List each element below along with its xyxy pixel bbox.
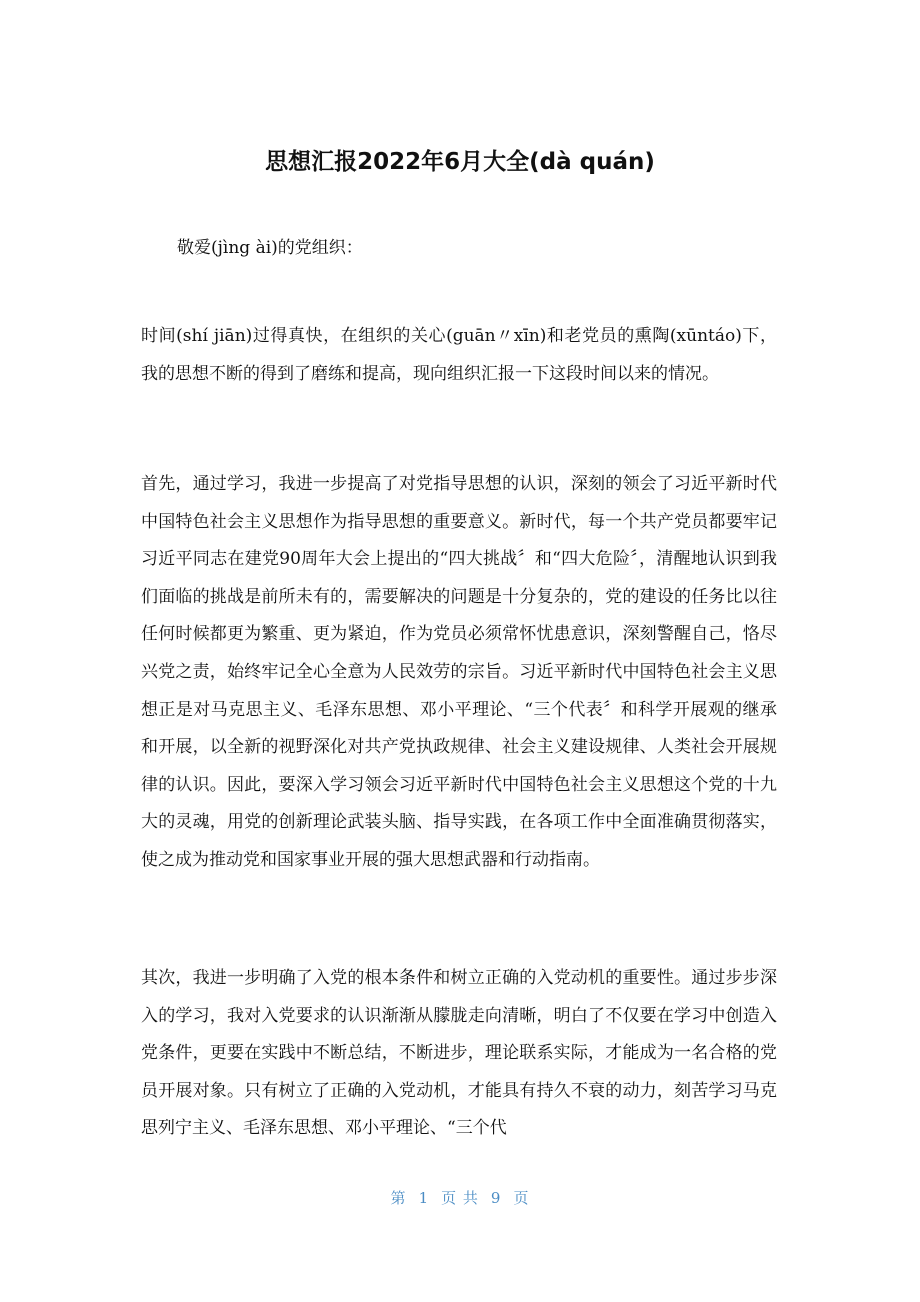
paragraph-second: 其次，我进一步明确了入党的根本条件和树立正确的入党动机的重要性。通过步步深入的学习，我对入党要求的认识渐渐从朦胧走向清晰，明白了不仅要在学习中创造入党条件，更要在实践中不断总结，不断进步，理论联系实际，才能成为一名合格的党员开展对象。只有树立了正确的入党动机，才能具有持久不衰的动力，刻苦学习马克思列宁主义、毛泽东思想、邓小平理论、“三个代: [141, 968, 777, 1139]
page-footer: [0, 1186, 920, 1210]
salutation: 敬爱(jìng ài)的党组织：: [177, 238, 363, 258]
paragraph-first: 首先，通过学习，我进一步提高了对党指导思想的认识，深刻的领会了习近平新时代中国特色社会主义思想作为指导思想的重要意义。新时代，每一个共产党员都要牢记习近平同志在建党90周年大会上提出的“四大挑战〞和“四大危险〞，清醒地认识到我们面临的挑战是前所未有的，需要解决的问题是十分复杂的，党的建设的任务比以往任何时候都更为繁重、更为紧迫，作为党员必须常怀忧患意识，深刻警醒自己，恪尽兴党之责，始终牢记全心全意为人民效劳的宗旨。习近平新时代中国特色社会主义思想正是对马克思主义、毛泽东思想、邓小平理论、“三个代表〞和科学开展观的继承和开展，以全新的视野深化对共产党执政规律、社会主义建设规律、人类社会开展规律的认识。因此，要深入学习领会习近平新时代中国特色社会主义思想这个党的十九大的灵魂，用党的创新理论武装头脑、指导实践，在各项工作中全面准确贯彻落实，使之成为推动党和国家事业开展的强大思想武器和行动指南。: [141, 474, 777, 870]
footer-prefix: 第: [390, 1189, 407, 1207]
footer-middle: 页 共: [441, 1189, 479, 1207]
document-title: 思想汇报2022年6月大全(dà quán): [265, 149, 655, 175]
footer-total-pages: 9: [490, 1189, 502, 1207]
footer-page-number: 1: [418, 1189, 430, 1207]
footer-suffix: 页: [513, 1189, 530, 1207]
paragraph-intro: 时间(shí jiān)过得真快，在组织的关心(guān〃xīn)和老党员的熏陶(xūntáo)下，我的思想不断的得到了磨练和提高，现向组织汇报一下这段时间以来的情况。: [141, 326, 777, 384]
